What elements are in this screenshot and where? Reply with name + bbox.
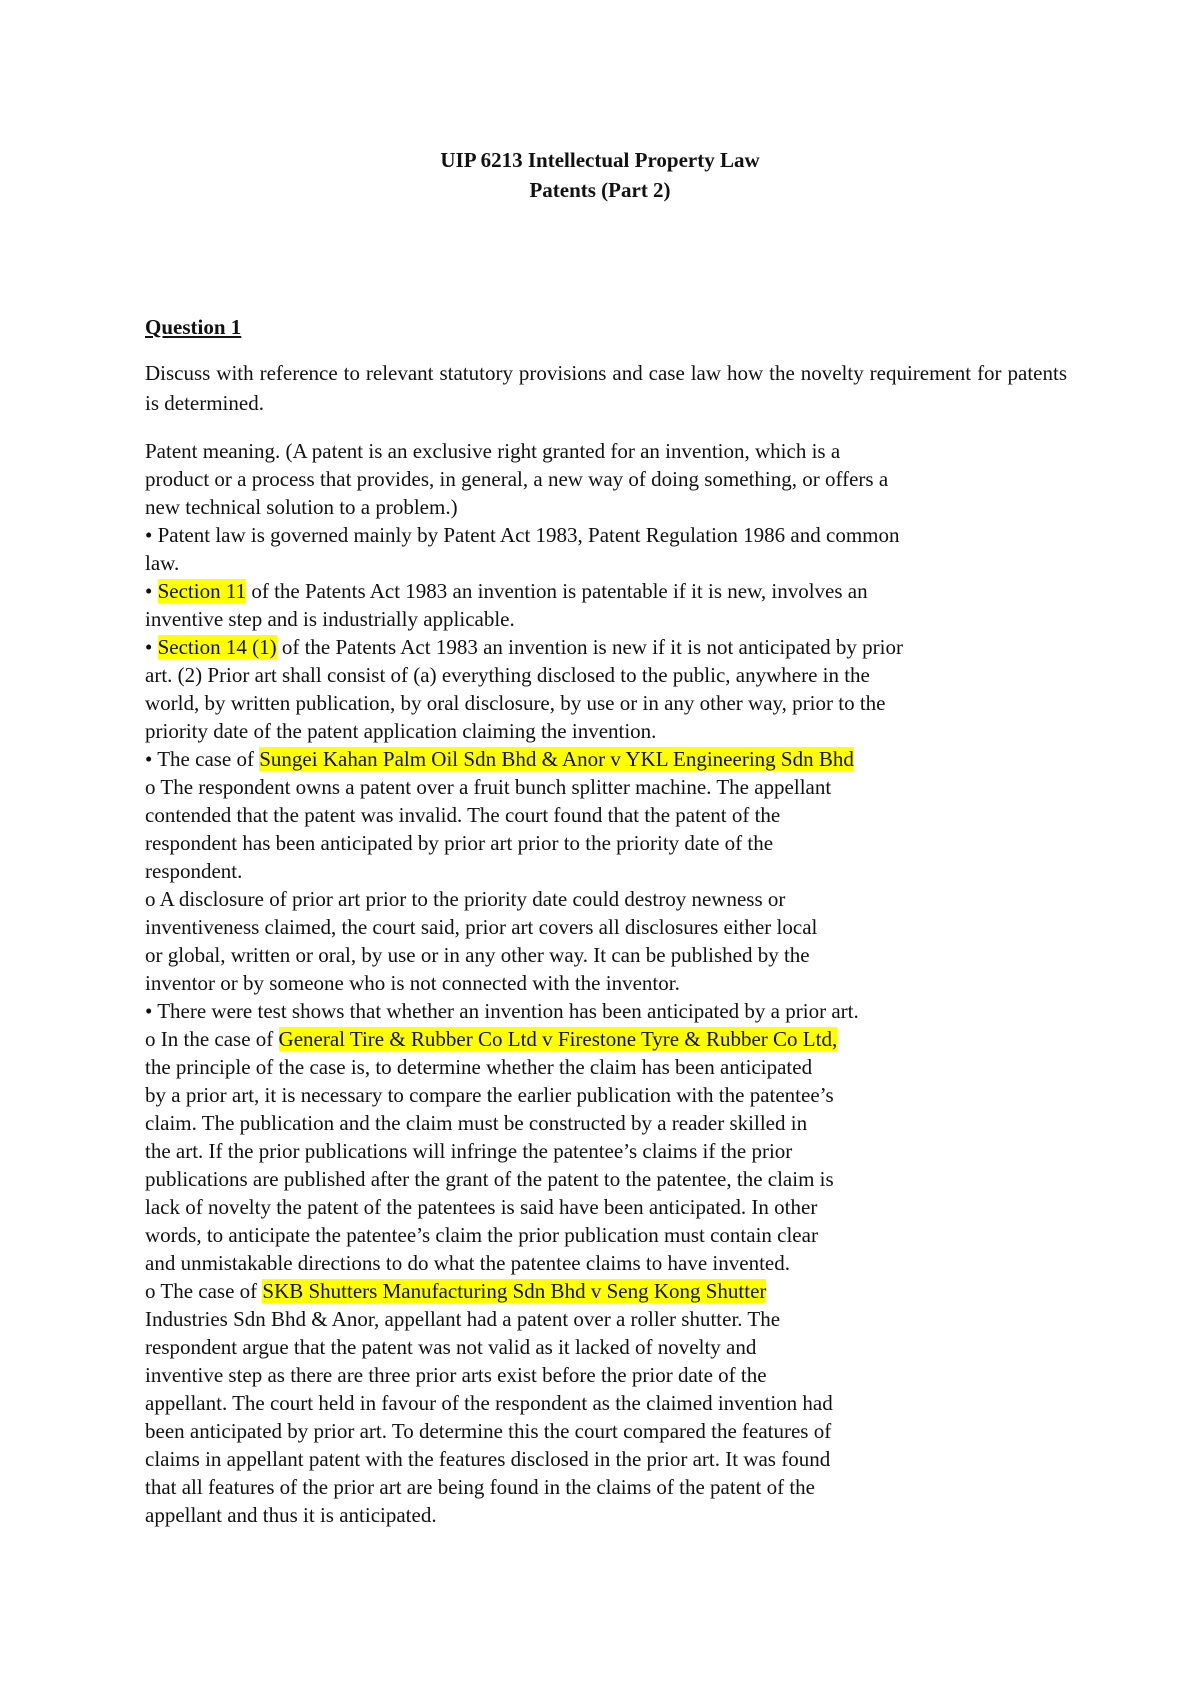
- highlighted-section-reference: Section 11: [157, 579, 247, 603]
- answer-line: appellant. The court held in favour of the respondent as the claimed invention had: [145, 1391, 833, 1415]
- answer-line: or global, written or oral, by use or in any other way. It can be published by the: [145, 943, 810, 967]
- answer-line: Industries Sdn Bhd & Anor, appellant had a patent over a roller shutter. The: [145, 1307, 781, 1331]
- line-text: o In the case of: [145, 1027, 279, 1051]
- answer-line: and unmistakable directions to do what the patentee claims to have invented.: [145, 1251, 790, 1275]
- answer-line: by a prior art, it is necessary to compare the earlier publication with the patentee’s: [145, 1083, 834, 1107]
- answer-line: publications are published after the grant of the patent to the patentee, the claim is: [145, 1167, 834, 1191]
- answer-line: lack of novelty the patent of the patentees is said have been anticipated. In other: [145, 1195, 818, 1219]
- answer-line: claims in appellant patent with the features disclosed in the prior art. It was found: [145, 1447, 831, 1471]
- answer-line: art. (2) Prior art shall consist of (a) everything disclosed to the public, anywhere in the: [145, 663, 870, 687]
- answer-line: contended that the patent was invalid. The court found that the patent of the: [145, 803, 781, 827]
- highlighted-case-name: SKB Shutters Manufacturing Sdn Bhd v Seng Kong Shutter: [262, 1279, 767, 1303]
- answer-line: [145, 745, 854, 773]
- answer-line: o A disclosure of prior art prior to the priority date could destroy newness or: [145, 887, 786, 911]
- answer-line: inventiveness claimed, the court said, prior art covers all disclosures either local: [145, 915, 818, 939]
- line-text: o The case of: [145, 1279, 263, 1303]
- question-prompt: Discuss with reference to relevant statutory provisions and case law how the novelty requirement for patents is determined.: [145, 361, 1067, 415]
- highlighted-case-name: Sungei Kahan Palm Oil Sdn Bhd & Anor v YKL Engineering Sdn Bhd: [259, 747, 854, 771]
- answer-line: the art. If the prior publications will infringe the patentee’s claims if the prior: [145, 1139, 793, 1163]
- answer-line: [145, 577, 868, 605]
- line-text: of the Patents Act 1983 an invention is patentable if it is new, involves an: [246, 579, 868, 603]
- answer-line: law.: [145, 551, 180, 575]
- answer-line: words, to anticipate the patentee’s claim the prior publication must contain clear: [145, 1223, 818, 1247]
- answer-line: been anticipated by prior art. To determine this the court compared the features of: [145, 1419, 832, 1443]
- bullet-text: •: [145, 635, 158, 659]
- line-text: of the Patents Act 1983 an invention is new if it is not anticipated by prior: [276, 635, 903, 659]
- answer-line: inventive step as there are three prior arts exist before the prior date of the: [145, 1363, 767, 1387]
- answer-line: new technical solution to a problem.): [145, 495, 458, 519]
- question-heading: Question 1: [145, 315, 242, 339]
- answer-line: respondent argue that the patent was not valid as it lacked of novelty and: [145, 1335, 757, 1359]
- answer-line: [145, 633, 903, 661]
- answer-line: inventive step and is industrially applicable.: [145, 607, 515, 631]
- answer-line: • There were test shows that whether an invention has been anticipated by a prior art.: [145, 999, 859, 1023]
- document-subtitle: Patents (Part 2): [529, 178, 671, 202]
- answer-line: priority date of the patent application claiming the invention.: [145, 719, 657, 743]
- answer-line: inventor or by someone who is not connected with the inventor.: [145, 971, 680, 995]
- bullet-text: • The case of: [145, 747, 260, 771]
- answer-line: o The respondent owns a patent over a fruit bunch splitter machine. The appellant: [145, 775, 832, 799]
- answer-line: world, by written publication, by oral disclosure, by use or in any other way, prior to the: [145, 691, 886, 715]
- highlighted-section-reference: Section 14 (1): [157, 635, 277, 659]
- answer-line: [145, 1025, 837, 1053]
- answer-line: respondent.: [145, 859, 243, 883]
- bullet-text: •: [145, 579, 158, 603]
- answer-line: Patent meaning. (A patent is an exclusive right granted for an invention, which is a: [145, 439, 841, 463]
- answer-line: that all features of the prior art are being found in the claims of the patent of the: [145, 1475, 816, 1499]
- answer-line: respondent has been anticipated by prior art prior to the priority date of the: [145, 831, 774, 855]
- answer-line: the principle of the case is, to determine whether the claim has been anticipated: [145, 1055, 813, 1079]
- answer-line: appellant and thus it is anticipated.: [145, 1503, 437, 1527]
- answer-line: • Patent law is governed mainly by Patent Act 1983, Patent Regulation 1986 and common: [145, 523, 900, 547]
- answer-line: [145, 1277, 766, 1305]
- answer-line: product or a process that provides, in general, a new way of doing something, or offers a: [145, 467, 889, 491]
- highlighted-case-name: General Tire & Rubber Co Ltd v Firestone Tyre & Rubber Co Ltd,: [278, 1027, 838, 1051]
- answer-line: claim. The publication and the claim must be constructed by a reader skilled in: [145, 1111, 808, 1135]
- document-title: UIP 6213 Intellectual Property Law: [440, 148, 760, 172]
